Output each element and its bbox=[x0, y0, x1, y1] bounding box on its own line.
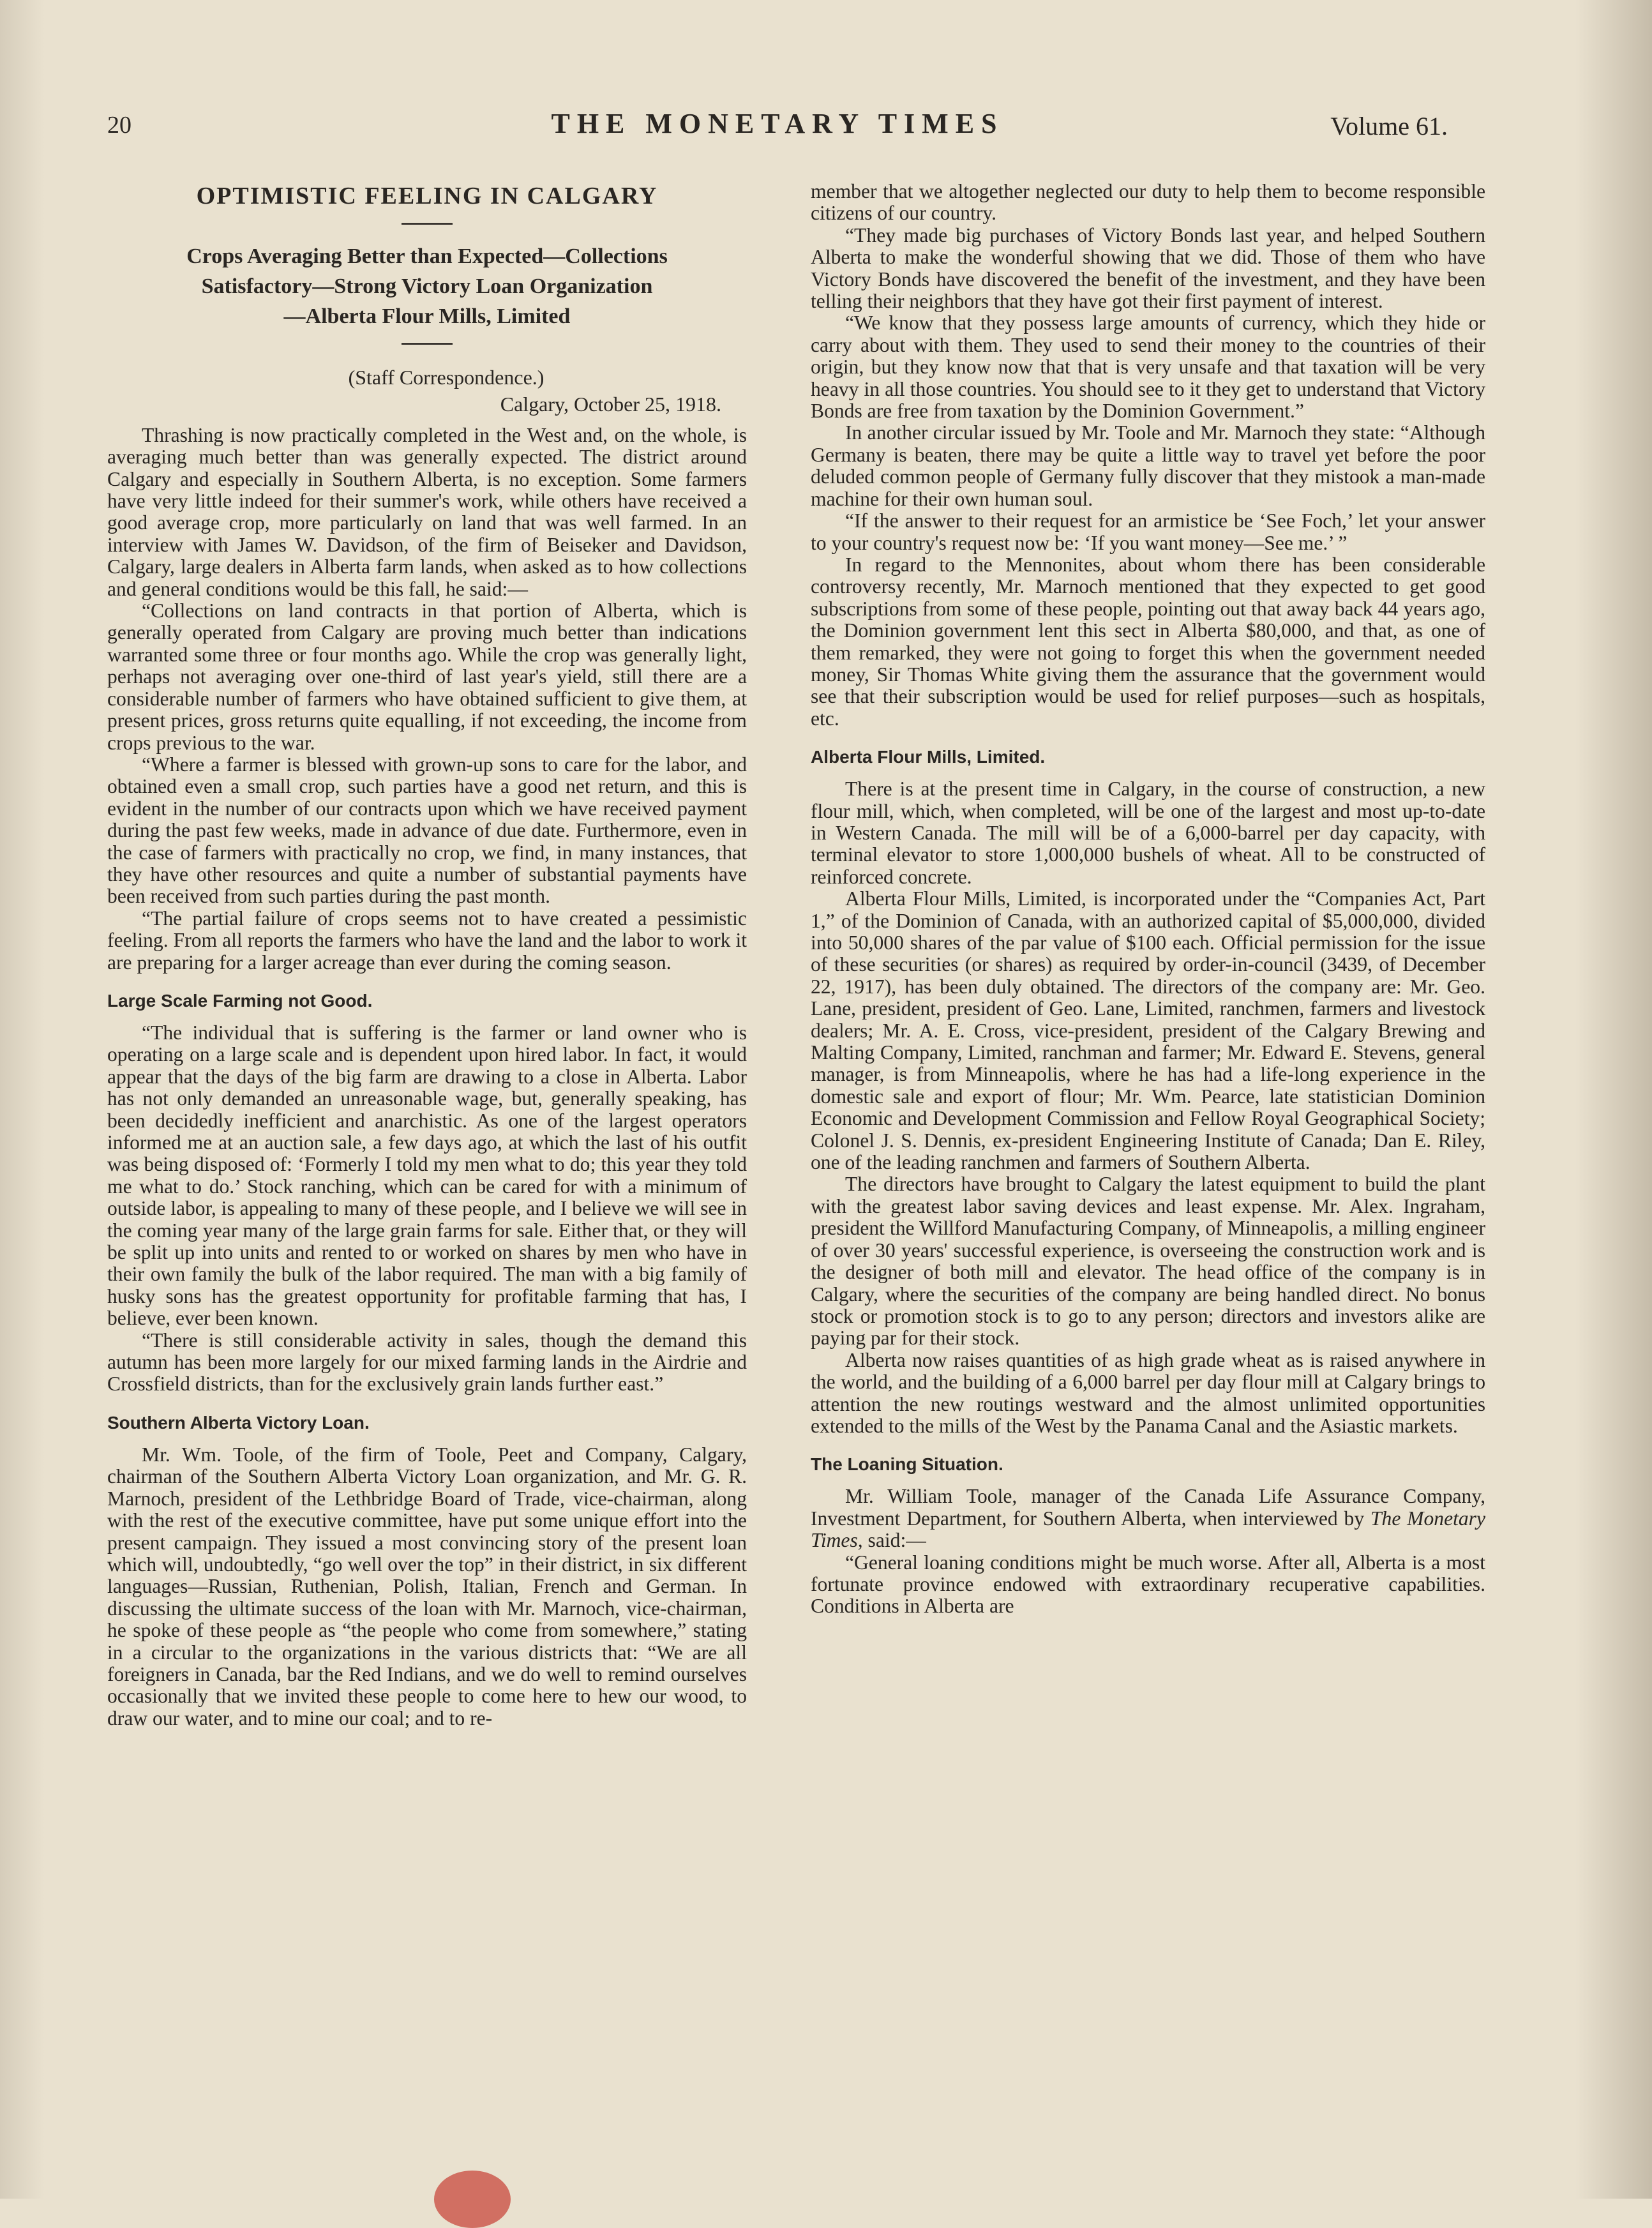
page-number: 20 bbox=[107, 112, 131, 139]
paragraph: “Where a farmer is blessed with grown-up sons to care for the labor, and obtained even a small crop, such parties have a good net return, and this is evident in the number of our contracts upon which we have received payment during the past few weeks, made in advance of due date. Furthermore, even in the case of farmers with practically no crop, we find, in many instances, that they have other resources and quite a number of substantial payments have been received from such parties during the past month. bbox=[107, 753, 747, 908]
publication-name: The Monetary Times, bbox=[811, 1507, 1485, 1552]
right-column bbox=[811, 181, 1485, 1618]
journal-title: THE MONETARY TIMES bbox=[551, 108, 1004, 139]
byline: (Staff Correspondence.) bbox=[348, 366, 544, 389]
paragraph: The directors have brought to Calgary the latest equipment to build the plant with the greatest labor saving devices and least expense. Mr. Alex. Ingraham, president the Willford Manufacturing Company, of Minneapolis, a milling engineer of over 30 years' successful experience, is overseeing the construction work and is the designer of both mill and elevator. The head office of the company is in Calgary, where the securities of the company are being handled direct. No bonus stock or promotion stock is to go to any person; directors and investors alike are paying par for their stock. bbox=[811, 1173, 1485, 1350]
article-title: OPTIMISTIC FEELING IN CALGARY bbox=[196, 183, 658, 209]
page-stain bbox=[434, 2171, 511, 2228]
section-heading: Large Scale Farming not Good. bbox=[107, 990, 373, 1011]
subtitle-line: —Alberta Flour Mills, Limited bbox=[283, 305, 571, 328]
paragraph: “General loaning conditions might be much worse. After all, Alberta is a most fortunate province endowed with extraordinary recuperative capabilities. Conditions in Alberta are bbox=[811, 1551, 1485, 1618]
paragraph: Alberta now raises quantities of as high grade wheat as is raised anywhere in the world, and the building of a 6,000 barrel per day flour mill at Calgary brings to attention the new routings westward and the almost unlimited opportunities extended to the mills of the West by the Panama Canal and the Asiastic markets. bbox=[811, 1348, 1485, 1437]
volume-label: Volume 61. bbox=[1330, 112, 1448, 140]
paragraph: Mr. Wm. Toole, of the firm of Toole, Peet and Company, Calgary, chairman of the Southern Alberta Victory Loan organization, and Mr. G. R. Marnoch, president of the Lethbridge Board of Trade, vice-chairman, along with the rest of the executive committee, have put some unique effort into the present campaign. They issued a most convincing story of the present loan which will, undoubtedly, “go well over the top” in their district, in six different languages—Russian, Ruthenian, Polish, Italian, French and German. In discussing the ultimate success of the loan with Mr. Marnoch, vice-chairman, he spoke of these people as “the people who come from somewhere,” stating in a circular to the organizations in the various districts that: “We are all foreigners in Canada, bar the Red Indians, and we do well to remind ourselves occasionally that we invited these people to come here to hew our wood, to draw our water, and to mine our coal; and to re- bbox=[107, 1443, 747, 1729]
paragraph: “They made big purchases of Victory Bonds last year, and helped Southern Alberta to make the wonderful showing that we did. Those of them who have Victory Bonds have discovered the benefit of the investment, and they have been telling their neighbors that they have got their first payment of interest. bbox=[811, 223, 1485, 313]
subtitle-line: Crops Averaging Better than Expected—Collections bbox=[186, 245, 668, 268]
paragraph: Alberta Flour Mills, Limited, is incorporated under the “Companies Act, Part 1,” of the Dominion of Canada, with an authorized capital of $5,000,000, divided into 50,000 shares of the par value of $100 each. Official permission for the issue of these securities (or shares) as required by order-in-council (3439, of December 22, 1917), has been duly obtained. The directors of the company are: Mr. Geo. Lane, president, president of Geo. Lane, Limited, ranchmen, farmers and livestock dealers; Mr. A. E. Cross, vice-president, president of the Calgary Brewing and Malting Company, Limited, ranchman and farmer; Mr. Edward E. Stevens, general manager, is from Minneapolis, where he has had a life-long experience in the domestic sale and export of flour; Mr. Wm. Pearce, late statistician Dominion Economic and Development Commission and Fellow Royal Geographical Society; Colonel J. S. Dennis, ex-president Engineering Institute of Canada; Dan E. Riley, one of the leading ranchmen and farmers of Southern Alberta. bbox=[811, 887, 1485, 1174]
dateline: Calgary, October 25, 1918. bbox=[500, 393, 721, 416]
page-shadow-left bbox=[0, 0, 45, 2199]
intro-text: Mr. William Toole, manager of the Canada Life Assurance Company, Investment Department, for Southern Alberta, when interviewed by bbox=[811, 1485, 1485, 1530]
paragraph-continued: member that we altogether neglected our duty to help them to become responsible citizens of our country. bbox=[811, 180, 1485, 225]
paragraph: “If the answer to their request for an armistice be ‘See Foch,’ let your answer to your country's request now be: ‘If you want money—See me.’ ” bbox=[811, 509, 1485, 554]
page-shadow-right bbox=[1575, 0, 1652, 2199]
paragraph: “The partial failure of crops seems not to have created a pessimistic feeling. From all reports the farmers who have the land and the labor to work it are preparing for a larger acreage than ever during the coming season. bbox=[107, 907, 747, 974]
subtitle-line: Satisfactory—Strong Victory Loan Organization bbox=[201, 275, 653, 298]
left-column bbox=[107, 182, 747, 1729]
paragraph: There is at the present time in Calgary, in the course of construction, a new flour mill, which, when completed, will be one of the largest and most up-to-date in Western Canada. The mill will be of a 6,000-barrel per day capacity, with terminal elevator to store 1,000,000 bushels of wheat. All to be constructed of reinforced concrete. bbox=[811, 778, 1485, 888]
article-subtitle bbox=[107, 241, 747, 331]
intro-end: said:— bbox=[867, 1529, 926, 1552]
section-heading: Southern Alberta Victory Loan. bbox=[107, 1412, 370, 1433]
paragraph: “The individual that is suffering is the farmer or land owner who is operating on a large scale and is dependent upon hired labor. In fact, it would appear that the days of the big farm are drawing to a close in Alberta. Labor has not only demanded an unreasonable wage, but, generally speaking, has been decidedly inefficient and anarchistic. As one of the largest operators informed me at an auction sale, a few days ago, at which the last of his outfit was being disposed of: ‘Formerly I told my men what to do; this year they told me what to do.’ Stock ranching, which can be cared for with a minimum of outside labor, is appealing to many of these people, and I believe we will see in the coming year many of the large grain farms for sale. Either that, or they will be split up into units and rented to or worked on shares by men who have in their own family the bulk of the labor required. The man with a big family of husky sons has the greatest opportunity for profitable farming that has, I believe, ever been known. bbox=[107, 1021, 747, 1330]
section-heading: The Loaning Situation. bbox=[811, 1454, 1003, 1475]
paragraph: “There is still considerable activity in sales, though the demand this autumn has been more largely for our mixed farming lands in the Airdrie and Crossfield districts, than for the exclusively grain lands further east.” bbox=[107, 1329, 747, 1396]
section-heading: Alberta Flour Mills, Limited. bbox=[811, 747, 1046, 767]
title-rule bbox=[402, 223, 453, 225]
paragraph: In another circular issued by Mr. Toole and Mr. Marnoch they state: “Although Germany is beaten, there may be quite a little way to travel yet before the poor deluded common people of Germany fully discover that they mistook a man-made machine for their own human soul. bbox=[811, 421, 1485, 510]
paragraph: “We know that they possess large amounts of currency, which they hide or carry about with them. They used to send their money to the countries of their origin, but they know now that that is very unsafe and that taxation will be very heavy in all those countries. You should see to it they get to understand that Victory Bonds are free from taxation by the Dominion Government.” bbox=[811, 312, 1485, 423]
subtitle-rule bbox=[402, 343, 453, 345]
paragraph: “Collections on land contracts in that portion of Alberta, which is generally operated from Calgary are proving much better than indications warranted some three or four months ago. While the crop was generally light, perhaps not averaging over one-third of last year's yield, still there are a considerable number of farmers who have obtained sufficient to give them, at present prices, gross returns quite equalling, if not exceeding, the income from crops previous to the war. bbox=[107, 599, 747, 754]
running-head bbox=[107, 107, 1448, 146]
paragraph bbox=[811, 1486, 1485, 1551]
paragraph: Thrashing is now practically completed in the West and, on the whole, is averaging much better than was generally expected. The district around Calgary and especially in Southern Alberta, is no exception. Some farmers have very little indeed for their summer's work, while others have received a good average crop, more particularly on land that was well farmed. In an interview with James W. Davidson, of the firm of Beiseker and Davidson, Calgary, large dealers in Alberta farm lands, when asked as to how collections and general conditions would be this fall, he said:— bbox=[107, 423, 747, 600]
paragraph: In regard to the Mennonites, about whom there has been considerable controversy recently, Mr. Marnoch mentioned that they expected to get good subscriptions from some of these people, pointing out that away back 44 years ago, the Dominion government lent this sect in Alberta $80,000, and that, as one of them remarked, they were not going to forget this when the government needed money, Sir Thomas White giving them the assurance that the government would see that their subscription would be used for relief purposes—such as hospitals, etc. bbox=[811, 553, 1485, 730]
